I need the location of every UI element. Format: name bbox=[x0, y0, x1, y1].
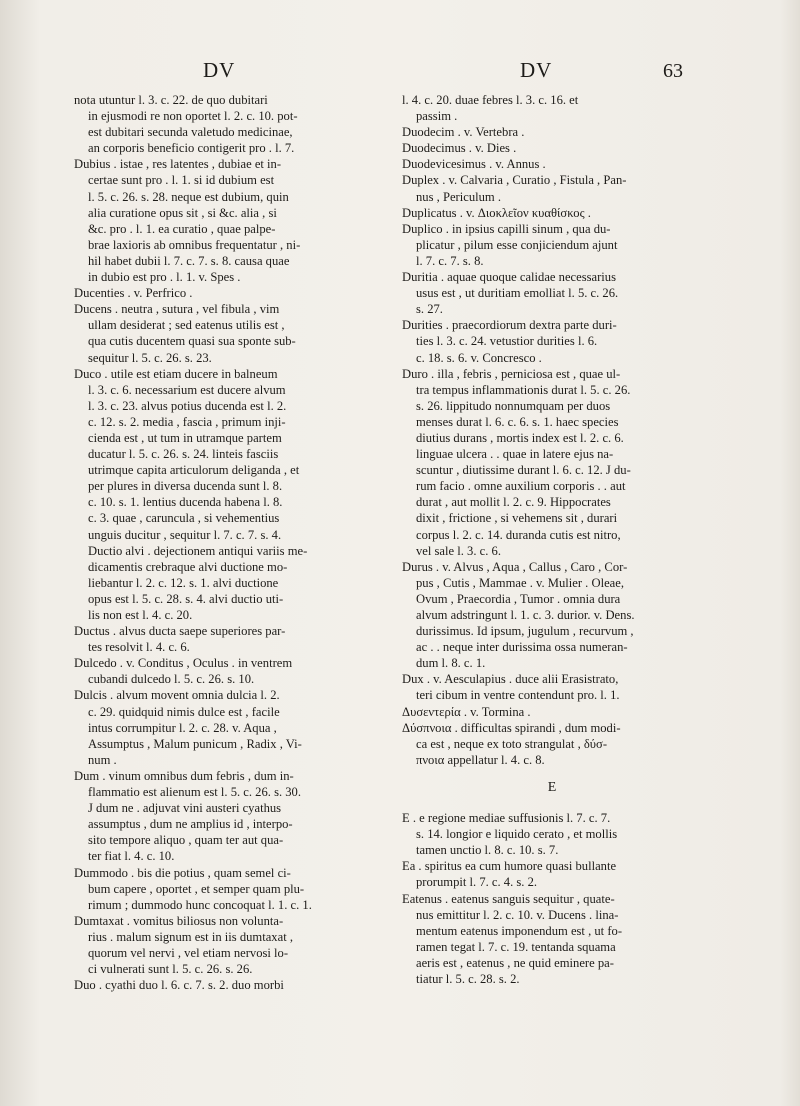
text-line: Duplico . in ipsius capilli sinum , qua du- bbox=[402, 221, 611, 236]
text-line: Durities . praecordiorum dextra parte duri- bbox=[402, 318, 617, 333]
text-line: Duplicatus . v. Διοκλεῖον κυαθίσκος . bbox=[402, 205, 591, 220]
text-line: dixit , frictione , si vehemens sit , durari bbox=[416, 511, 618, 526]
text-line: Dubius . istae , res latentes , dubiae et in- bbox=[74, 157, 282, 172]
text-line: &c. pro . l. 1. ea curatio , quae palpe- bbox=[88, 221, 276, 236]
text-line: Ducenties . v. Perfrico . bbox=[74, 286, 193, 301]
text-line: Assumptus , Malum punicum , Radix , Vi- bbox=[88, 736, 302, 751]
text-line: ter fiat l. 4. c. 10. bbox=[88, 849, 175, 864]
text-line: pus , Cutis , Mammae . v. Mulier . Oleae, bbox=[416, 575, 624, 590]
text-line: nus emittitur l. 2. c. 10. v. Ducens . lina- bbox=[416, 907, 619, 922]
text-line: rius . malum signum est in iis dumtaxat , bbox=[88, 929, 293, 944]
text-line: menses durat l. 6. c. 6. s. 1. haec species bbox=[416, 414, 619, 429]
page-number: 63 bbox=[663, 60, 683, 82]
text-line: c. 18. s. 6. v. Concresco . bbox=[416, 350, 542, 365]
text-line: s. 14. longior e liquido cerato , et mollis bbox=[416, 827, 618, 842]
text-line: ullam desiderat ; sed eatenus utilis est , bbox=[88, 318, 285, 333]
text-line: utrimque capita articulorum deliganda , et bbox=[88, 463, 300, 478]
text-line: c. 10. s. 1. lentius ducenda habena l. 8. bbox=[88, 495, 283, 510]
text-line: nota utuntur l. 3. c. 22. de quo dubitari bbox=[74, 93, 268, 107]
text-line: per plures in diversa ducenda sunt l. 8. bbox=[88, 479, 283, 494]
text-line: durissimus. Id ipsum, jugulum , recurvum , bbox=[416, 624, 634, 639]
text-line: l. 5. c. 26. s. 28. neque est dubium, quin bbox=[88, 189, 289, 204]
text-line: s. 27. bbox=[416, 302, 443, 317]
text-line: an corporis beneficio contigerit pro . l. 7. bbox=[88, 141, 295, 156]
text-line: tamen unctio l. 8. c. 10. s. 7. bbox=[416, 843, 559, 858]
text-line: l. 4. c. 20. duae febres l. 3. c. 16. et bbox=[402, 93, 579, 107]
text-line: num . bbox=[88, 752, 117, 767]
text-line: Δυσεντερία . v. Tormina . bbox=[402, 704, 531, 719]
text-line: tra tempus inflammationis durat l. 5. c. 26. bbox=[416, 382, 631, 397]
text-line: prorumpit l. 7. c. 4. s. 2. bbox=[416, 875, 538, 890]
text-line: passim . bbox=[416, 109, 458, 124]
text-line: alvum adstringunt l. 1. c. 3. durior. v. Dens. bbox=[416, 608, 635, 622]
text-line: sequitur l. 5. c. 26. s. 23. bbox=[88, 350, 212, 365]
right-column bbox=[402, 92, 702, 987]
text-line: durat , aut mollit l. 2. c. 9. Hippocrates bbox=[416, 495, 611, 510]
text-line: Duodevicesimus . v. Annus . bbox=[402, 157, 546, 172]
text-line: in ejusmodi re non oportet l. 2. c. 10. pot- bbox=[88, 109, 298, 124]
text-line: teri cibum in ventre contendunt pro. l. 1. bbox=[416, 688, 620, 703]
text-line: nus , Periculum . bbox=[416, 189, 502, 204]
text-line: lis non est l. 4. c. 20. bbox=[88, 608, 193, 622]
text-line: Duodecimus . v. Dies . bbox=[402, 141, 517, 156]
text-line: vel sale l. 3. c. 6. bbox=[416, 543, 501, 558]
text-line: Ductus . alvus ducta saepe superiores par- bbox=[74, 624, 286, 639]
text-line: rimum ; dummodo hunc concoquat l. 1. c. 1. bbox=[88, 897, 312, 912]
text-line: intus corrumpitur l. 2. c. 28. v. Aqua , bbox=[88, 720, 277, 735]
text-line: aeris est , eatenus , ne quid eminere pa- bbox=[416, 955, 614, 970]
text-line: tiatur l. 5. c. 28. s. 2. bbox=[416, 971, 520, 986]
running-head-left: DV bbox=[203, 58, 236, 82]
text-line: Ea . spiritus ea cum humore quasi bullante bbox=[402, 859, 617, 874]
text-line: bum capere , oportet , et semper quam plu- bbox=[88, 881, 305, 896]
text-line: Dummodo . bis die potius , quam semel ci- bbox=[74, 865, 291, 880]
text-line: assumptus , dum ne amplius id , interpo- bbox=[88, 817, 293, 832]
text-line: Dulcis . alvum movent omnia dulcia l. 2. bbox=[74, 688, 280, 703]
left-column bbox=[74, 92, 374, 993]
text-line: certae sunt pro . l. 1. si id dubium est bbox=[88, 173, 275, 188]
text-line: l. 7. c. 7. s. 8. bbox=[416, 253, 484, 268]
text-line: Duo . cyathi duo l. 6. c. 7. s. 2. duo morbi bbox=[74, 978, 284, 993]
text-line: rum facio . omne auxilium corporis . . aut bbox=[416, 479, 626, 494]
text-line: πνοια appellatur l. 4. c. 8. bbox=[416, 752, 545, 767]
text-line: Dulcedo . v. Conditus , Oculus . in ventrem bbox=[74, 656, 293, 671]
text-line: l. 3. c. 6. necessarium est ducere alvum bbox=[88, 382, 286, 397]
text-line: dicamentis crebraque alvi ductione mo- bbox=[88, 559, 288, 574]
text-line: Ducens . neutra , sutura , vel fibula , vim bbox=[74, 302, 280, 317]
running-head-right: DV bbox=[520, 58, 553, 82]
text-line: est dubitari secunda valetudo medicinae, bbox=[88, 125, 293, 140]
text-line: E . e regione mediae suffusionis l. 7. c. 7. bbox=[402, 811, 611, 826]
text-line: Δύσπνοια . difficultas spirandi , dum modi- bbox=[402, 720, 621, 735]
text-line: tes resolvit l. 4. c. 6. bbox=[88, 640, 190, 655]
text-line: scuntur , diutissime durant l. 6. c. 12. J du- bbox=[416, 463, 631, 478]
text-line: cubandi dulcedo l. 5. c. 26. s. 10. bbox=[88, 672, 255, 687]
text-line: Durus . v. Alvus , Aqua , Callus , Caro , Cor- bbox=[402, 559, 628, 574]
text-line: ac . . neque inter durissima ossa numeran- bbox=[416, 640, 628, 655]
text-line: c. 3. quae , caruncula , si vehementius bbox=[88, 511, 280, 526]
text-line: ducatur l. 5. c. 26. s. 24. linteis fasciis bbox=[88, 447, 279, 462]
text-line: alia curatione opus sit , si &c. alia , si bbox=[88, 205, 277, 220]
text-line: ramen tegat l. 7. c. 19. tentanda squama bbox=[416, 939, 616, 954]
text-line: brae laxioris ab omnibus frequentatur , ni- bbox=[88, 237, 301, 252]
text-line: J dum ne . adjuvat vini austeri cyathus bbox=[88, 801, 282, 816]
text-line: Ovum , Praecordia , Tumor . omnia dura bbox=[416, 591, 621, 606]
text-line: Dumtaxat . vomitus biliosus non volunta- bbox=[74, 913, 284, 928]
text-line: flammatio est alienum est l. 5. c. 26. s. 30. bbox=[88, 785, 302, 800]
text-line: mentum eatenus imponendum est , ut fo- bbox=[416, 923, 623, 938]
text-line: Ductio alvi . dejectionem antiqui variis me- bbox=[88, 543, 308, 558]
text-line: s. 26. lippitudo nonnumquam per duos bbox=[416, 398, 611, 413]
text-line: qua cutis ducentem quasi sua sponte sub- bbox=[88, 334, 296, 349]
text-line: Dux . v. Aesculapius . duce alii Erasistrato, bbox=[402, 672, 619, 687]
text-line: quorum vel nervi , vel etiam nervosi lo- bbox=[88, 945, 289, 960]
text-line: ci vulnerati sunt l. 5. c. 26. s. 26. bbox=[88, 962, 253, 977]
text-line: diutius durans , mortis index est l. 2. c. 6. bbox=[416, 430, 624, 445]
text-line: Eatenus . eatenus sanguis sequitur , quate- bbox=[402, 891, 615, 906]
text-line: Duplex . v. Calvaria , Curatio , Fistula , Pan- bbox=[402, 173, 627, 188]
text-line: Duro . illa , febris , perniciosa est , quae ul- bbox=[402, 366, 621, 381]
text-line: cienda est , ut tum in utramque partem bbox=[88, 430, 282, 445]
text-line: in dubio est pro . l. 1. v. Spes . bbox=[88, 270, 241, 285]
text-line: linguae ulcera . . quae in latere ejus na- bbox=[416, 447, 614, 462]
text-line: Duodecim . v. Vertebra . bbox=[402, 125, 525, 140]
text-line: ties l. 3. c. 24. vetustior durities l. 6. bbox=[416, 334, 598, 349]
text-line: opus est l. 5. c. 28. s. 4. alvi ductio uti- bbox=[88, 591, 284, 606]
text-line: sito tempore aliquo , quam ter aut qua- bbox=[88, 833, 284, 848]
text-line: unguis ducitur , sequitur l. 7. c. 7. s. 4. bbox=[88, 527, 282, 542]
text-line: hil habet dubii l. 7. c. 7. s. 8. causa quae bbox=[88, 253, 290, 268]
text-line: l. 3. c. 23. alvus potius ducenda est l. 2. bbox=[88, 398, 287, 413]
text-line: usus est , ut duritiam emolliat l. 5. c. 26. bbox=[416, 286, 619, 301]
text-line: ca est , neque ex toto strangulat , δύσ- bbox=[416, 736, 608, 751]
text-line: liebantur l. 2. c. 12. s. 1. alvi ductione bbox=[88, 575, 279, 590]
section-letter-heading: E bbox=[547, 779, 557, 795]
text-line: c. 12. s. 2. media , fascia , primum inji- bbox=[88, 414, 286, 429]
text-line: corpus l. 2. c. 14. duranda cutis est nitro, bbox=[416, 527, 621, 542]
text-line: dum l. 8. c. 1. bbox=[416, 656, 486, 671]
text-line: Duco . utile est etiam ducere in balneum bbox=[74, 366, 278, 381]
text-line: c. 29. quidquid nimis dulce est , facile bbox=[88, 704, 280, 719]
text-line: plicatur , pilum esse conjiciendum ajunt bbox=[416, 237, 618, 252]
text-line: Dum . vinum omnibus dum febris , dum in- bbox=[74, 768, 294, 783]
text-line: Duritia . aquae quoque calidae necessarius bbox=[402, 270, 617, 285]
